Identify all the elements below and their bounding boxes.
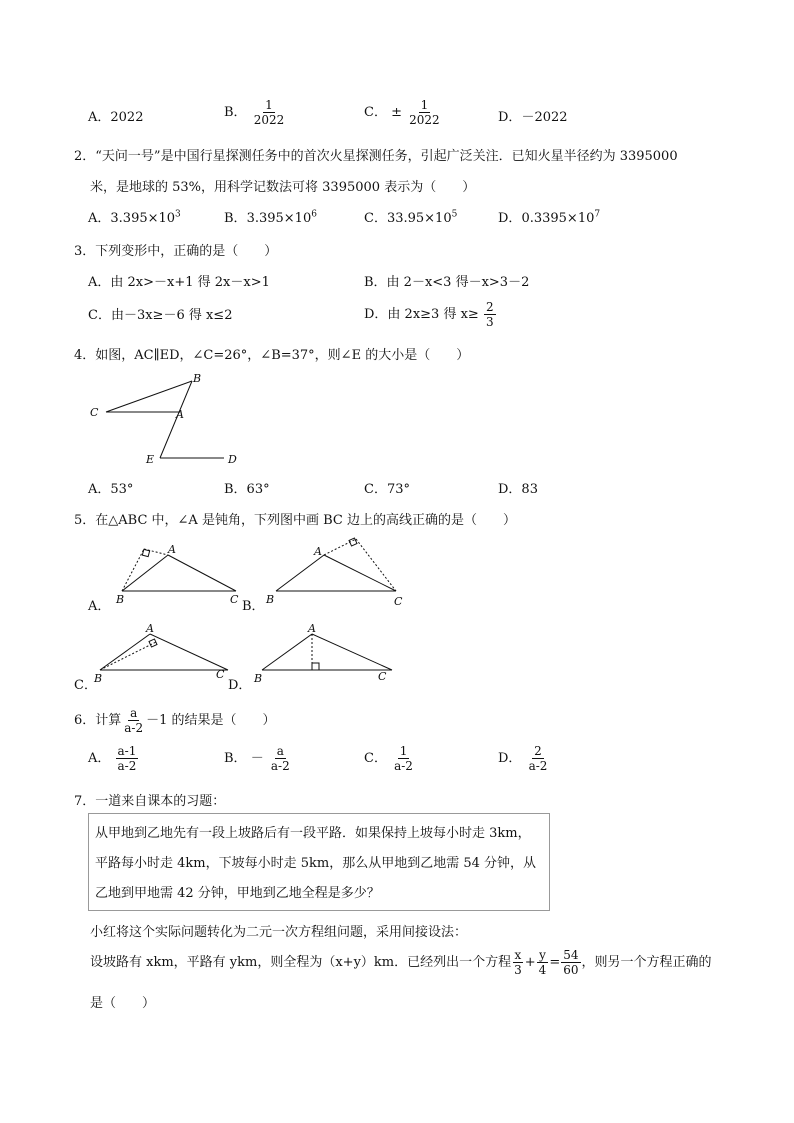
fraction: [561, 948, 580, 977]
denominator: a-2: [270, 759, 290, 773]
q5-figure-c: [88, 620, 248, 690]
exponent: 3: [175, 209, 181, 220]
option-value: －2022: [521, 110, 568, 125]
fraction: [122, 706, 145, 735]
denominator: 2022: [253, 113, 285, 127]
q4-option-b: B．63°: [224, 482, 270, 497]
denominator: a-2: [394, 759, 413, 773]
right-angle-mark: [312, 663, 319, 670]
line-text: 设坡路有 xkm，平路有 ykm，则全程为（x+y）km．已经列出一个方程: [90, 955, 512, 970]
q4-option-c: C．73°: [364, 482, 410, 497]
denominator: 60: [563, 963, 579, 977]
fraction: [527, 744, 550, 773]
plus-minus: ±: [391, 105, 402, 120]
minus-sign: －: [250, 751, 264, 766]
numerator: 1: [420, 98, 429, 112]
point-label-b: B: [266, 593, 275, 606]
numerator: a-1: [117, 744, 137, 758]
q7-line-5: [90, 948, 712, 977]
numerator: a: [276, 744, 284, 758]
right-angle-mark: [149, 639, 157, 647]
point-label-a: A: [308, 622, 316, 635]
fraction: [252, 98, 287, 127]
altitude-dashed: [100, 642, 156, 670]
point-label-c: C: [90, 406, 99, 419]
option-value: 2022: [110, 110, 144, 125]
q2-option-a: [88, 207, 181, 226]
q7-line-4: 小红将这个实际问题转化为二元一次方程组问题，采用间接设法：: [90, 925, 468, 940]
option-label: B．: [224, 751, 247, 766]
altitude-dashed: [356, 539, 396, 591]
fraction: [407, 98, 442, 127]
q2-option-b: [224, 207, 317, 226]
q5-figure-d: [250, 620, 410, 690]
q4-stem: 4．如图，AC∥ED，∠C=26°，∠B=37°，则∠E 的大小是（ ）: [74, 348, 470, 363]
q3-stem: 3．下列变形中，正确的是（ ）: [74, 244, 278, 259]
side-ac: [150, 634, 228, 670]
box-line-2: 平路每小时走 4km，下坡每小时走 5km，那么从甲地到乙地需 54 分钟，从: [95, 856, 537, 871]
side-ac: [312, 634, 392, 670]
denominator: 3: [514, 963, 522, 977]
numerator: 54: [563, 948, 579, 962]
numerator: a: [130, 706, 138, 720]
extension-dashed: [324, 539, 356, 555]
altitude-dashed: [122, 549, 144, 591]
option-base: 3.395×10: [110, 211, 176, 226]
option-label: C．: [364, 751, 387, 766]
q3-option-a: A．由 2x>－x+1 得 2x－x>1: [88, 275, 270, 290]
q5-stem: 5．在△ABC 中，∠A 是钝角，下列图中画 BC 边上的高线正确的是（ ）: [74, 513, 516, 528]
q4-figure: [84, 370, 254, 470]
q5-figure-b: [250, 535, 420, 610]
q5-option-c-label: C．: [74, 678, 97, 693]
stem-text: －1 的结果是（ ）: [146, 713, 276, 728]
plus-sign: +: [524, 955, 536, 970]
point-label-c: C: [216, 668, 225, 681]
line-text: ，则另一个方程正确的: [581, 955, 712, 970]
q5-option-a-label: A．: [88, 599, 111, 614]
q7-stem: 7．一道来自课本的习题：: [74, 794, 226, 809]
q2-stem-line2: 米，是地球的 53%，用科学记数法可将 3395000 表示为（ ）: [90, 180, 476, 195]
option-label: A．: [88, 211, 111, 226]
q2-stem-line1: 2．“天问一号”是中国行星探测任务中的首次火星探测任务，引起广泛关注．已知火星半径约为 3395000: [74, 149, 678, 164]
equals-sign: =: [549, 955, 561, 970]
denominator: 4: [538, 963, 547, 977]
q1-option-b: [224, 98, 287, 127]
q1-option-c: [364, 98, 443, 127]
point-label-b: B: [254, 672, 263, 685]
denominator: 3: [485, 315, 494, 329]
option-label: D．: [498, 211, 522, 226]
exponent: 7: [594, 209, 601, 220]
option-label: D．: [498, 110, 522, 125]
q4-option-a: A．53°: [88, 482, 134, 497]
point-label-a: A: [314, 545, 322, 558]
option-label: A．: [88, 751, 111, 766]
side-ba: [276, 555, 324, 591]
exponent: 6: [311, 209, 317, 220]
q3-option-c: C．由－3x≥－6 得 x≤2: [88, 308, 233, 323]
q4-option-d: D．83: [498, 482, 538, 497]
numerator: 1: [399, 744, 408, 758]
numerator: y: [539, 948, 546, 962]
option-label: A．: [88, 110, 111, 125]
numerator: 2: [534, 744, 542, 758]
option-base: 0.3395×10: [521, 211, 595, 226]
point-label-c: C: [230, 593, 239, 606]
option-label: C．: [364, 105, 387, 120]
option-base: 3.395×10: [246, 211, 312, 226]
q3-option-b: B．由 2－x<3 得－x>3－2: [364, 275, 530, 290]
point-label-a: A: [146, 622, 154, 635]
box-line-3: 乙地到甲地需 42 分钟，甲地到乙地全程是多少？: [95, 886, 380, 901]
fraction: [116, 744, 139, 773]
q1-option-a: [88, 106, 143, 125]
denominator: a-2: [117, 759, 137, 773]
q7-problem-box: [88, 813, 550, 911]
side-ba: [100, 634, 150, 670]
denominator: 2022: [409, 113, 440, 127]
q6-option-b: [224, 744, 293, 773]
point-label-c: C: [378, 670, 387, 683]
denominator: a-2: [124, 721, 144, 735]
point-label-b: B: [193, 372, 202, 385]
side-ba: [262, 634, 312, 670]
option-label: B．: [224, 211, 247, 226]
point-label-c: C: [394, 595, 403, 608]
q2-option-c: [364, 207, 457, 226]
side-ba: [122, 555, 168, 591]
q6-option-a: [88, 744, 139, 773]
box-line-1: 从甲地到乙地先有一段上坡路后有一段平路．如果保持上坡每小时走 3km，: [95, 826, 531, 841]
q5-figure-a: [88, 535, 248, 610]
option-label: D．: [498, 751, 522, 766]
point-label-e: E: [146, 453, 155, 466]
fraction: [269, 744, 292, 773]
numerator: x: [514, 948, 522, 962]
q5-option-b-label: B．: [242, 599, 265, 614]
q6-option-d: [498, 744, 550, 773]
option-label: C．: [364, 211, 387, 226]
exponent: 5: [451, 209, 458, 220]
side-ac: [324, 555, 396, 591]
option-text: D．由 2x≥3 得 x≥: [364, 307, 479, 322]
option-label: B．: [224, 105, 247, 120]
point-label-b: B: [94, 672, 103, 685]
denominator: a-2: [528, 759, 548, 773]
q3-option-d: [364, 300, 497, 329]
point-label-d: D: [228, 453, 237, 466]
point-label-a: A: [168, 543, 176, 556]
option-base: 33.95×10: [386, 211, 452, 226]
fraction: [512, 948, 524, 977]
fraction: [392, 744, 415, 773]
q7-line-6: 是（ ）: [90, 996, 156, 1011]
fraction: [537, 948, 549, 977]
q6-stem: [74, 706, 276, 735]
q2-option-d: [498, 207, 600, 226]
stem-text: 6．计算: [74, 713, 122, 728]
side-ac: [168, 555, 236, 591]
fraction: [484, 300, 496, 329]
right-angle-mark: [142, 549, 149, 556]
point-label-a: A: [176, 408, 184, 421]
numerator: 1: [265, 98, 273, 112]
q5-option-d-label: D．: [228, 678, 252, 693]
q6-option-c: [364, 744, 416, 773]
numerator: 2: [485, 300, 494, 314]
q1-option-d: [498, 106, 568, 125]
point-label-b: B: [116, 593, 125, 606]
